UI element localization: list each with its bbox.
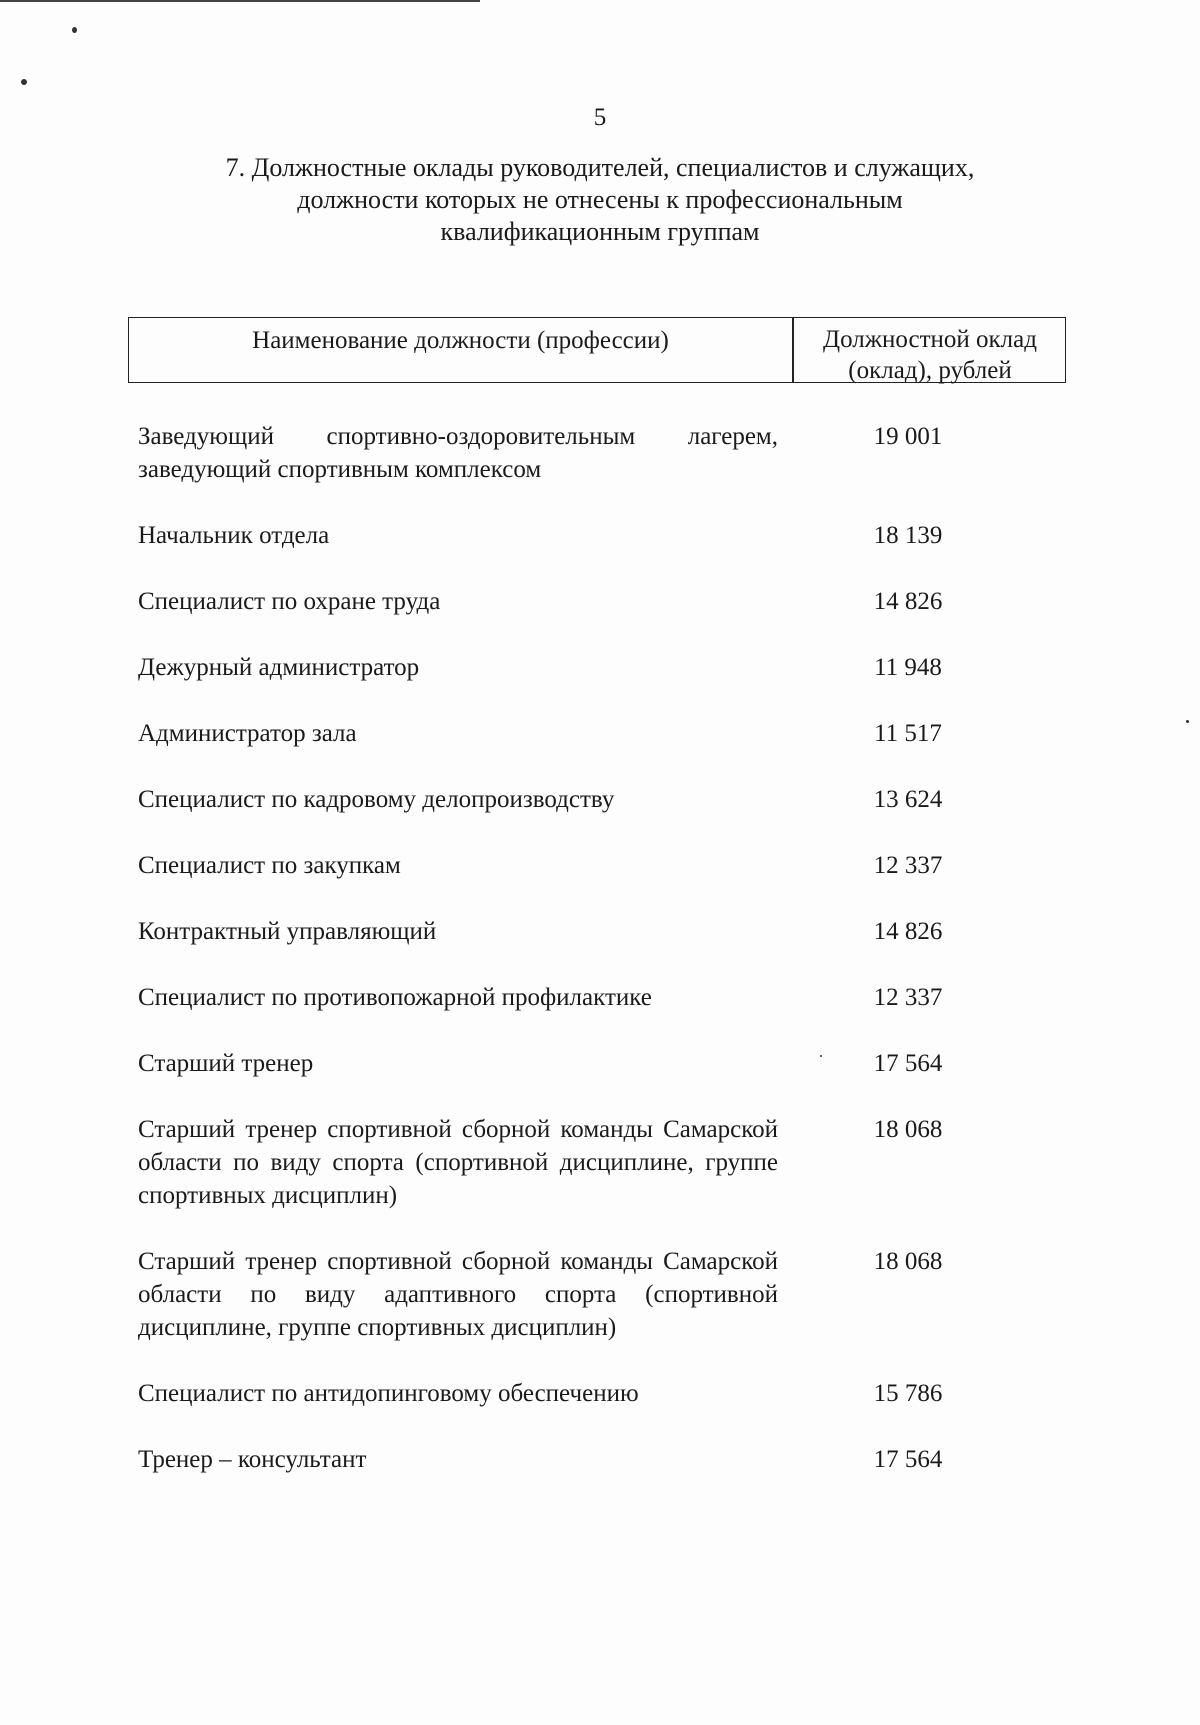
scan-artifact-line	[0, 0, 480, 2]
position-name: Специалист по противопожарной профилактике	[138, 984, 652, 1011]
salary-value: 11 948	[874, 654, 942, 681]
position-name: Контрактный управляющий	[138, 918, 437, 945]
salary-value: 12 337	[873, 984, 943, 1011]
table-row	[138, 1113, 1038, 1212]
table-row	[138, 1443, 1038, 1476]
column-header-salary	[793, 324, 1067, 386]
position-name: Старший тренер	[138, 1050, 314, 1077]
table-row	[138, 915, 1038, 948]
position-name: Старший тренер спортивной сборной команды Самарской области по виду адаптивного спорта (спортивной дисциплине, группе спортивных дисциплин)	[138, 1248, 778, 1341]
table-header	[128, 317, 1066, 383]
table-row	[138, 651, 1038, 684]
salary-value: 13 624	[873, 786, 943, 813]
section-title-line: должности которых не отнесены к профессиональным	[297, 185, 903, 214]
table-row	[138, 1377, 1038, 1410]
page-number: 5	[593, 104, 607, 131]
position-name: Дежурный администратор	[138, 654, 420, 681]
position-name: Специалист по охране труда	[138, 588, 441, 615]
section-title	[150, 152, 1050, 248]
salary-value: 11 517	[874, 720, 942, 747]
table-row	[138, 420, 1038, 486]
salary-value: 18 068	[873, 1116, 943, 1143]
scan-speck	[21, 79, 27, 85]
salary-table-body	[138, 420, 1038, 1476]
position-name: Тренер – консультант	[138, 1446, 367, 1473]
salary-value: 12 337	[873, 852, 943, 879]
position-name: Начальник отдела	[138, 522, 330, 549]
salary-value: 18 139	[873, 522, 943, 549]
table-row	[138, 585, 1038, 618]
position-name: Старший тренер спортивной сборной команды Самарской области по виду спорта (спортивной дисциплине, группе спортивных дисциплин)	[138, 1116, 778, 1209]
column-header-salary-line: Должностной оклад	[823, 326, 1037, 353]
salary-value: 15 786	[873, 1380, 943, 1407]
salary-value: 14 826	[873, 588, 943, 615]
table-row	[138, 1047, 1038, 1080]
table-row	[138, 849, 1038, 882]
position-name: Специалист по кадровому делопроизводству	[138, 786, 615, 813]
table-row	[138, 981, 1038, 1014]
column-header-position: Наименование должности (профессии)	[252, 327, 669, 354]
scan-speck	[72, 27, 77, 33]
salary-value: 18 068	[873, 1248, 943, 1275]
salary-value: 14 826	[873, 918, 943, 945]
section-title-line: квалификационным группам	[440, 217, 760, 246]
column-header-salary-line: (оклад), рублей	[848, 357, 1012, 384]
position-name: Заведующий спортивно-оздоровительным лагерем, заведующий спортивным комплексом	[138, 423, 778, 483]
section-title-line: 7. Должностные оклады руководителей, специалистов и служащих,	[225, 153, 975, 182]
table-row	[138, 1245, 1038, 1344]
position-name: Специалист по антидопинговому обеспечению	[138, 1380, 639, 1407]
scan-speck	[1186, 720, 1189, 723]
table-row	[138, 717, 1038, 750]
salary-value: 17 564	[873, 1446, 943, 1473]
salary-value: 17 564	[873, 1050, 943, 1077]
position-name: Специалист по закупкам	[138, 852, 401, 879]
salary-value: 19 001	[873, 423, 943, 450]
table-row	[138, 519, 1038, 552]
position-name: Администратор зала	[138, 720, 357, 747]
table-row	[138, 783, 1038, 816]
